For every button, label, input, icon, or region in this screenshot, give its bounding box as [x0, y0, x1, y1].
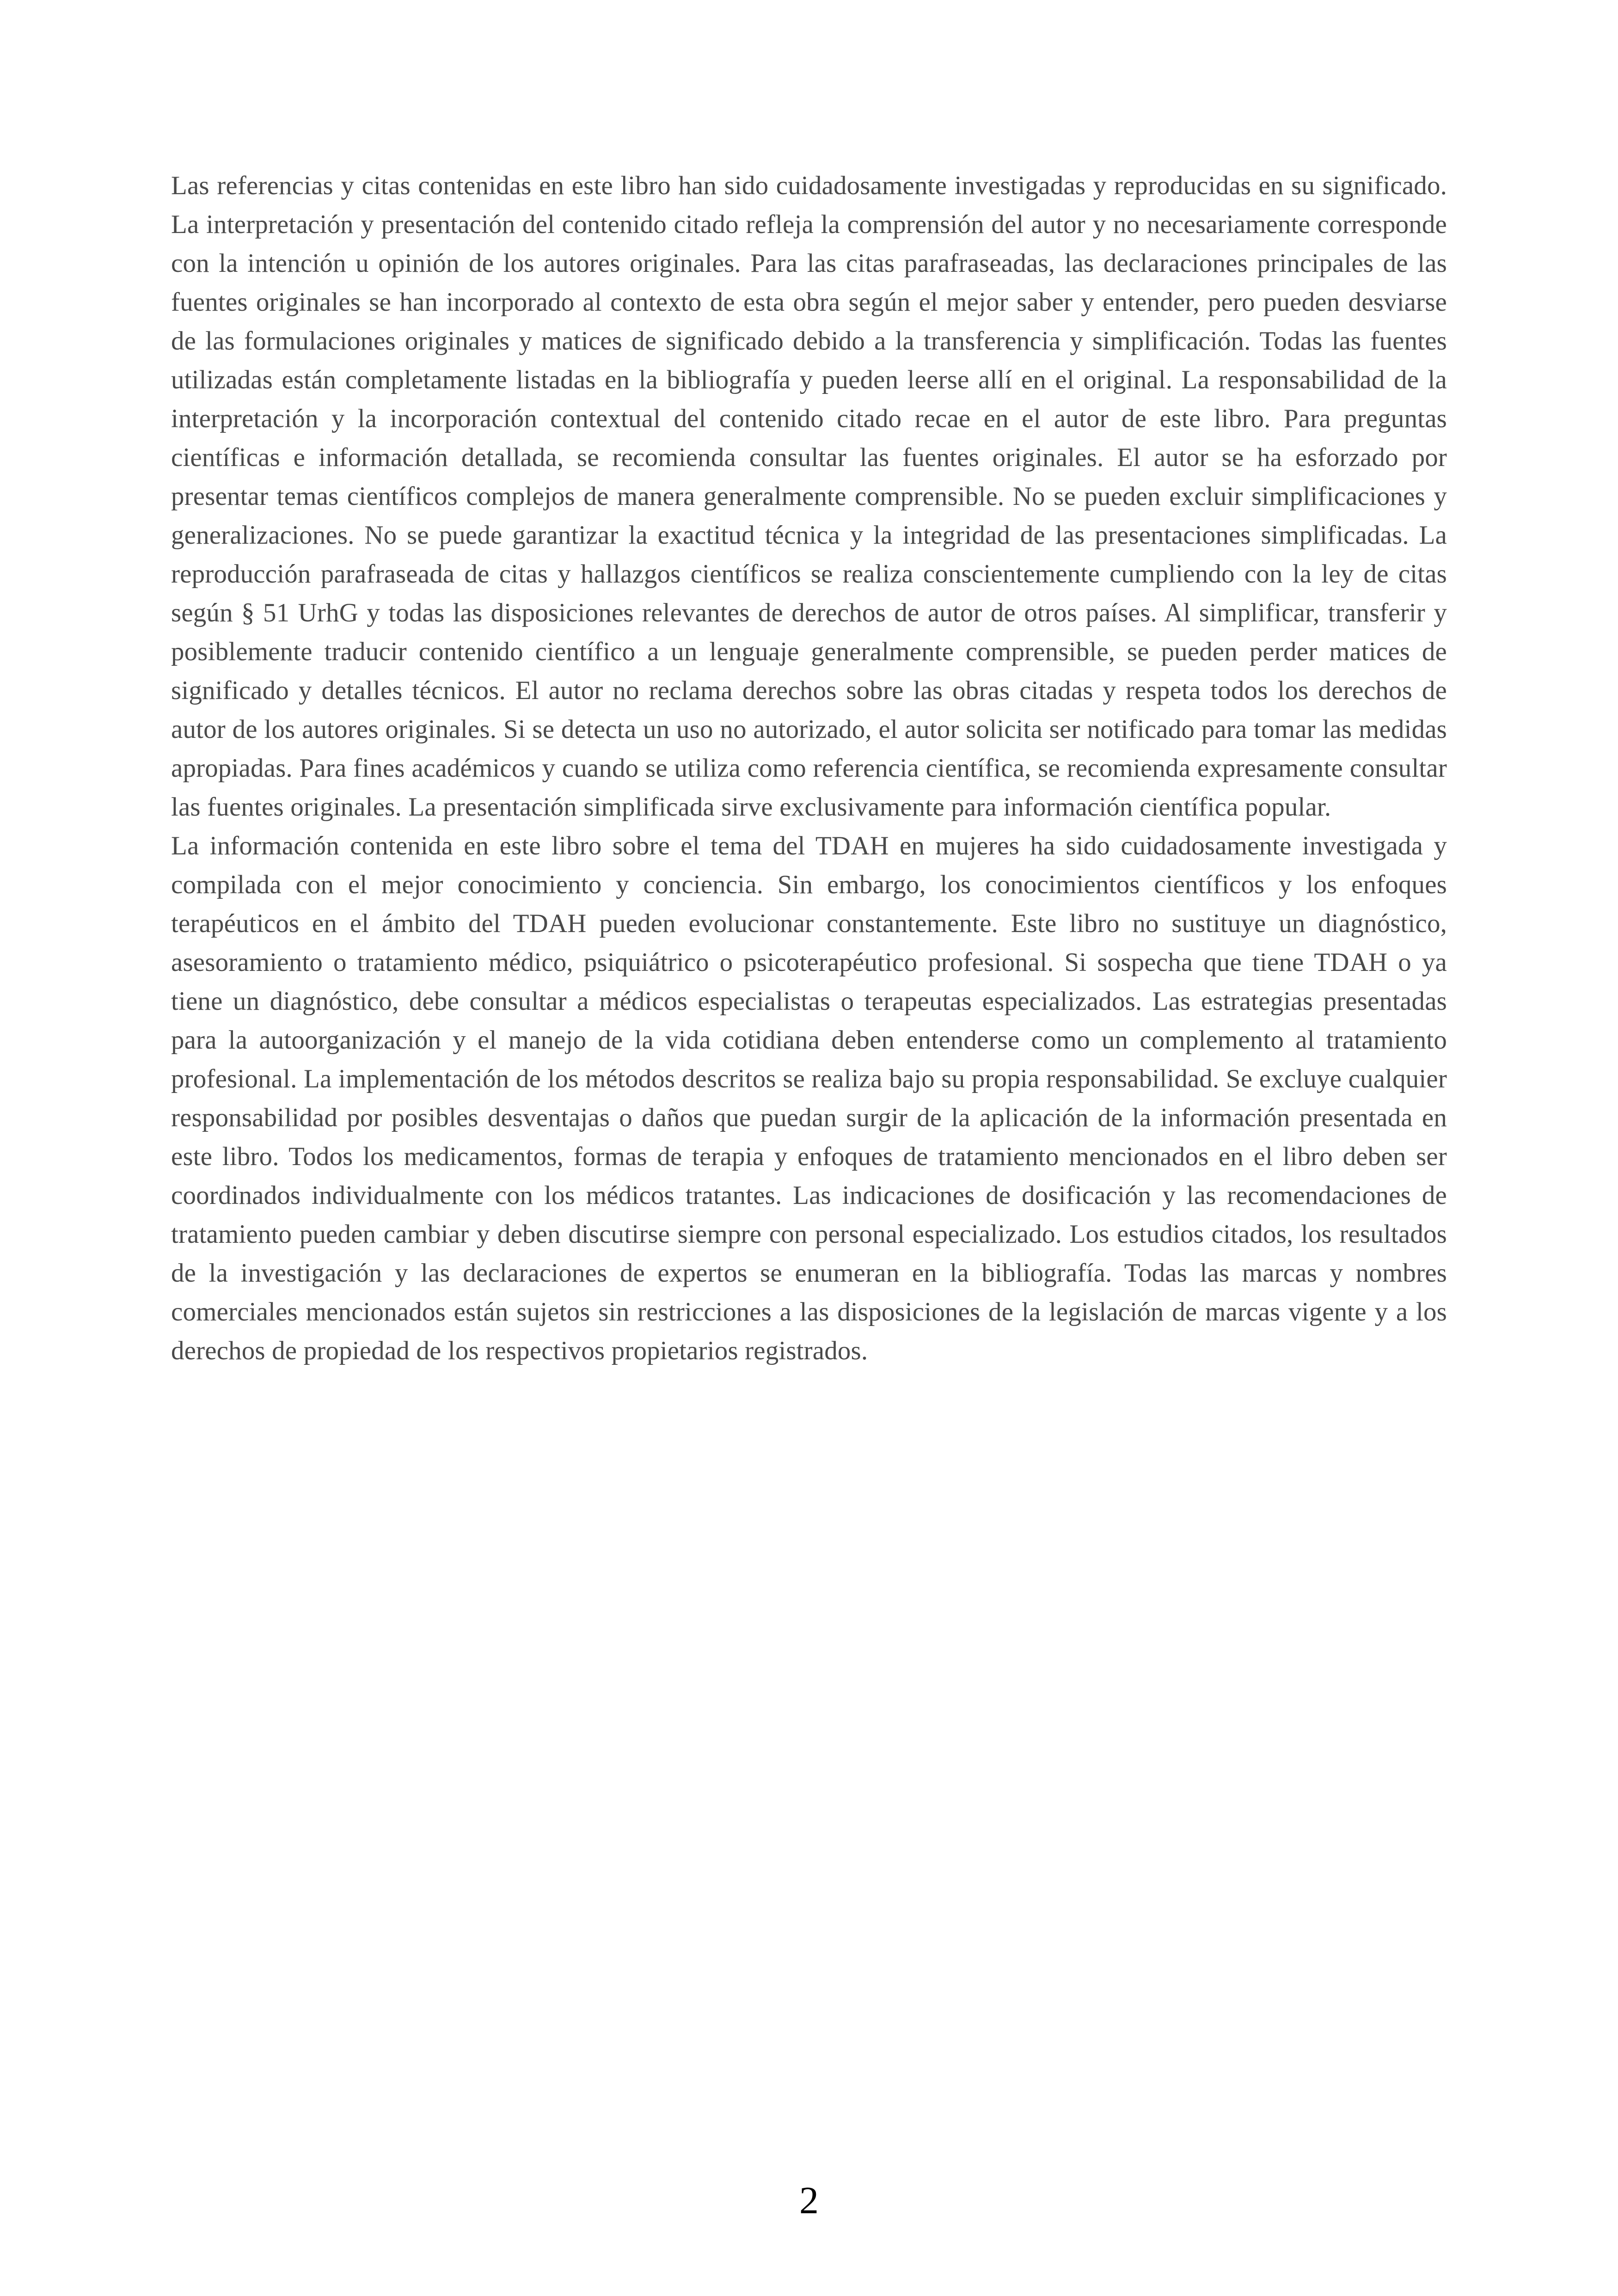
body-text [171, 166, 1447, 1370]
paragraph-medical-disclaimer: La información contenida en este libro sobre el tema del TDAH en mujeres ha sido cuidadosamente investigada y compilada con el mejor conocimiento y conciencia. Sin embargo, los conocimientos científicos y los enfoques terapéuticos en el ámbito del TDAH pueden evolucionar constantemente. Este libro no sustituye un diagnóstico, asesoramiento o tratamiento médico, psiquiátrico o psicoterapéutico profesional. Si sospecha que tiene TDAH o ya tiene un diagnóstico, debe consultar a médicos especialistas o terapeutas especializados. Las estrategias presentadas para la autoorganización y el manejo de la vida cotidiana deben entenderse como un complemento al tratamiento profesional. La implementación de los métodos descritos se realiza bajo su propia responsabilidad. Se excluye cualquier responsabilidad por posibles desventajas o daños que puedan surgir de la aplicación de la información presentada en este libro. Todos los medicamentos, formas de terapia y enfoques de tratamiento mencionados en el libro deben ser coordinados individualmente con los médicos tratantes. Las indicaciones de dosificación y las recomendaciones de tratamiento pueden cambiar y deben discutirse siempre con personal especializado. Los estudios citados, los resultados de la investigación y las declaraciones de expertos se enumeran en la bibliografía. Todas las marcas y nombres comerciales mencionados están sujetos sin restricciones a las disposiciones de la legislación de marcas vigente y a los derechos de propiedad de los respectivos propietarios registrados. [171, 831, 1447, 1365]
paragraph-references-disclaimer: Las referencias y citas contenidas en este libro han sido cuidadosamente investigadas y reproducidas en su significado. La interpretación y presentación del contenido citado refleja la comprensión del autor y no necesariamente corresponde con la intención u opinión de los autores originales. Para las citas parafraseadas, las declaraciones principales de las fuentes originales se han incorporado al contexto de esta obra según el mejor saber y entender, pero pueden desviarse de las formulaciones originales y matices de significado debido a la transferencia y simplificación. Todas las fuentes utilizadas están completamente listadas en la bibliografía y pueden leerse allí en el original. La responsabilidad de la interpretación y la incorporación contextual del contenido citado recae en el autor de este libro. Para preguntas científicas e información detallada, se recomienda consultar las fuentes originales. El autor se ha esforzado por presentar temas científicos complejos de manera generalmente comprensible. No se pueden excluir simplificaciones y generalizaciones. No se puede garantizar la exactitud técnica y la integridad de las presentaciones simplificadas. La reproducción parafraseada de citas y hallazgos científicos se realiza conscientemente cumpliendo con la ley de citas según § 51 UrhG y todas las disposiciones relevantes de derechos de autor de otros países. Al simplificar, transferir y posiblemente traducir contenido científico a un lenguaje generalmente comprensible, se pueden perder matices de significado y detalles técnicos. El autor no reclama derechos sobre las obras citadas y respeta todos los derechos de autor de los autores originales. Si se detecta un uso no autorizado, el autor solicita ser notificado para tomar las medidas apropiadas. Para fines académicos y cuando se utiliza como referencia científica, se recomienda expresamente consultar las fuentes originales. La presentación simplificada sirve exclusivamente para información científica popular. [171, 171, 1447, 822]
page-number: 2 [799, 2179, 819, 2222]
